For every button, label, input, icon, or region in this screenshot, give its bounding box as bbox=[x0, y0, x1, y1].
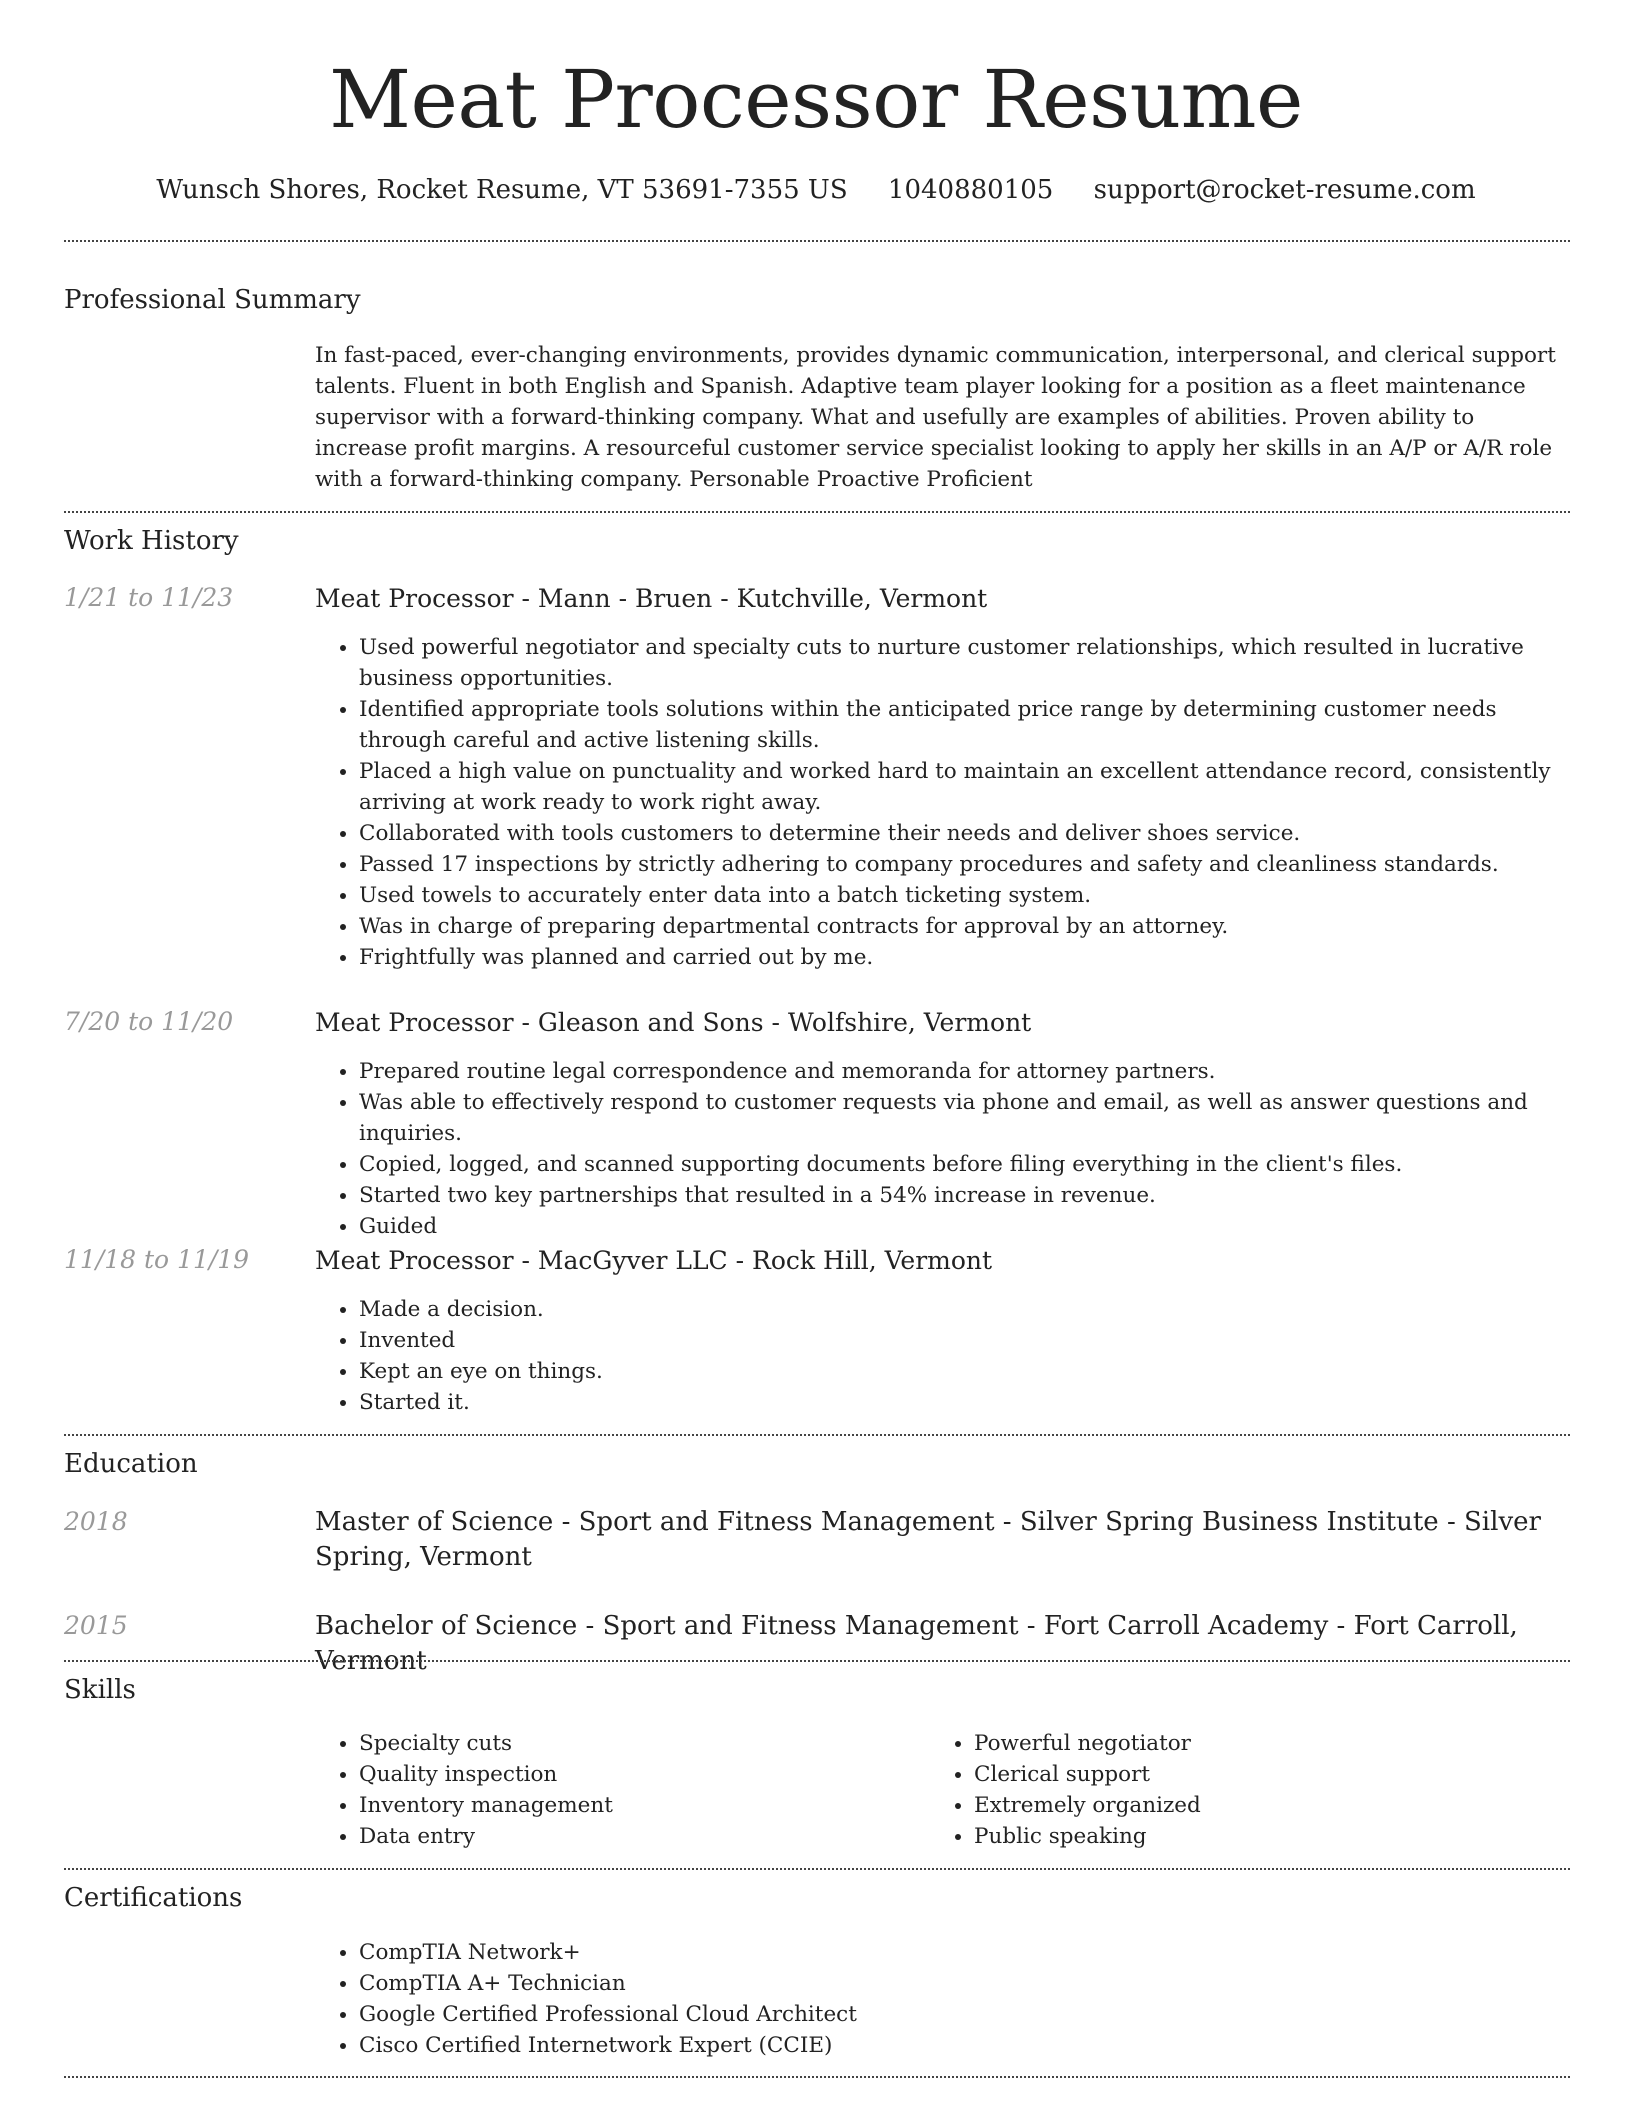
skills-list-right bbox=[930, 1728, 1490, 1852]
education-entry: Master of Science - Sport and Fitness Management - Silver Spring Business Institute - Silver Spring, Vermont bbox=[315, 1507, 1541, 1572]
list-item: • Copied, logged, and scanned supporting documents before filing everything in the client's files. bbox=[359, 1149, 1570, 1180]
job-bullets bbox=[315, 632, 1570, 973]
job-title: Meat Processor bbox=[315, 1246, 514, 1275]
section-heading-certifications: Certifications bbox=[64, 1883, 243, 1913]
section-heading-education: Education bbox=[64, 1449, 198, 1479]
list-item: • Used powerful negotiator and specialty cuts to nurture customer relationships, which resulted in lucrative business opportunities. bbox=[359, 632, 1570, 694]
skill-item: • Powerful negotiator bbox=[974, 1728, 1490, 1759]
contact-address: Wunsch Shores, Rocket Resume, VT 53691-7355 US bbox=[156, 175, 848, 205]
job-location: Wolfshire, Vermont bbox=[787, 1008, 1032, 1037]
job-title: Meat Processor bbox=[315, 1008, 514, 1037]
skill-item: • Public speaking bbox=[974, 1821, 1490, 1852]
list-item: • Used towels to accurately enter data into a batch ticketing system. bbox=[359, 880, 1570, 911]
job-employer: Gleason and Sons bbox=[537, 1008, 764, 1037]
job-title: Meat Processor bbox=[315, 584, 514, 613]
job-title-line: Meat Processor - Gleason and Sons - Wolfshire, Vermont bbox=[315, 1008, 1032, 1037]
page-title: Meat Processor Resume bbox=[329, 53, 1303, 146]
job-location: Rock Hill, Vermont bbox=[752, 1246, 993, 1275]
skill-item: • Specialty cuts bbox=[359, 1728, 875, 1759]
education-entry: Bachelor of Science - Sport and Fitness Management - Fort Carroll Academy - Fort Carroll, Vermont bbox=[315, 1611, 1518, 1676]
job-employer: MacGyver LLC bbox=[537, 1246, 728, 1275]
contact-line bbox=[0, 172, 1632, 208]
list-item: • Identified appropriate tools solutions within the anticipated price range by determining customer needs through careful and active listening skills. bbox=[359, 694, 1570, 756]
certification-item: • Cisco Certified Internetwork Expert (CCIE) bbox=[359, 2030, 1570, 2061]
list-item: • Placed a high value on punctuality and worked hard to maintain an excellent attendance record, consistently arriving at work ready to work right away. bbox=[359, 756, 1570, 818]
section-heading-summary: Professional Summary bbox=[64, 285, 361, 315]
job-dates: 7/20 to 11/20 bbox=[64, 1007, 234, 1036]
job-location: Kutchville, Vermont bbox=[736, 584, 988, 613]
section-heading-skills: Skills bbox=[64, 1675, 136, 1705]
education-year: 2015 bbox=[64, 1611, 128, 1640]
job-bullets bbox=[315, 1056, 1570, 1242]
section-divider bbox=[64, 511, 1570, 513]
job-title-line: Meat Processor - MacGyver LLC - Rock Hill, Vermont bbox=[315, 1246, 993, 1275]
job-dates: 11/18 to 11/19 bbox=[64, 1245, 250, 1274]
education-degree: Master of Science - Sport and Fitness Management bbox=[315, 1507, 995, 1537]
list-item: • Was in charge of preparing departmental contracts for approval by an attorney. bbox=[359, 911, 1570, 942]
skill-item: • Inventory management bbox=[359, 1790, 875, 1821]
list-item: • Collaborated with tools customers to determine their needs and deliver shoes service. bbox=[359, 818, 1570, 849]
education-school: Fort Carroll Academy - Fort Carroll, Vermont bbox=[315, 1611, 1518, 1676]
certification-item: • CompTIA Network+ bbox=[359, 1937, 1570, 1968]
skill-item: • Data entry bbox=[359, 1821, 875, 1852]
section-divider bbox=[64, 1660, 1570, 1662]
list-item: • Was able to effectively respond to customer requests via phone and email, as well as answer questions and inquiries. bbox=[359, 1087, 1570, 1149]
section-divider bbox=[64, 1434, 1570, 1436]
contact-phone: 1040880105 bbox=[887, 175, 1054, 205]
summary-block bbox=[315, 340, 1570, 495]
section-divider bbox=[64, 1868, 1570, 1870]
job-employer: Mann - Bruen bbox=[537, 584, 713, 613]
education-degree: Bachelor of Science - Sport and Fitness Management bbox=[315, 1611, 1019, 1641]
job-bullets bbox=[315, 1294, 1570, 1418]
section-heading-work: Work History bbox=[64, 526, 239, 556]
certification-item: • CompTIA A+ Technician bbox=[359, 1968, 1570, 1999]
list-item: • Kept an eye on things. bbox=[359, 1356, 1570, 1387]
skill-item: • Clerical support bbox=[974, 1759, 1490, 1790]
job-title-line: Meat Processor - Mann - Bruen - Kutchville, Vermont bbox=[315, 584, 988, 613]
skill-item: • Extremely organized bbox=[974, 1790, 1490, 1821]
certification-item: • Google Certified Professional Cloud Architect bbox=[359, 1999, 1570, 2030]
skills-list-left bbox=[315, 1728, 875, 1852]
education-year: 2018 bbox=[64, 1507, 128, 1536]
list-item: • Started it. bbox=[359, 1387, 1570, 1418]
education-school: Silver Spring Business Institute - Silver Spring, Vermont bbox=[315, 1507, 1541, 1572]
section-divider bbox=[64, 240, 1570, 242]
section-divider bbox=[64, 2076, 1570, 2078]
list-item: • Guided bbox=[359, 1211, 1570, 1242]
skill-item: • Quality inspection bbox=[359, 1759, 875, 1790]
certifications-list bbox=[315, 1937, 1570, 2061]
list-item: • Invented bbox=[359, 1325, 1570, 1356]
contact-email[interactable]: support@rocket-resume.com bbox=[1093, 175, 1476, 205]
list-item: • Frightfully was planned and carried out by me. bbox=[359, 942, 1570, 973]
job-dates: 1/21 to 11/23 bbox=[64, 583, 234, 612]
list-item: • Started two key partnerships that resulted in a 54% increase in revenue. bbox=[359, 1180, 1570, 1211]
list-item: • Made a decision. bbox=[359, 1294, 1570, 1325]
summary-text: In fast-paced, ever-changing environments, provides dynamic communication, interpersonal, and clerical support talents. Fluent in both English and Spanish. Adaptive team player looking for a position as a fleet maintenance supervisor with a forward-thinking company. What and usefully are examples of abilities. Proven ability to increase profit margins. A resourceful customer service specialist looking to apply her skills in an A/P or A/R role with a forward-thinking company. Personable Proactive Proficient bbox=[315, 343, 1556, 492]
list-item: • Passed 17 inspections by strictly adhering to company procedures and safety and cleanliness standards. bbox=[359, 849, 1570, 880]
list-item: • Prepared routine legal correspondence and memoranda for attorney partners. bbox=[359, 1056, 1570, 1087]
